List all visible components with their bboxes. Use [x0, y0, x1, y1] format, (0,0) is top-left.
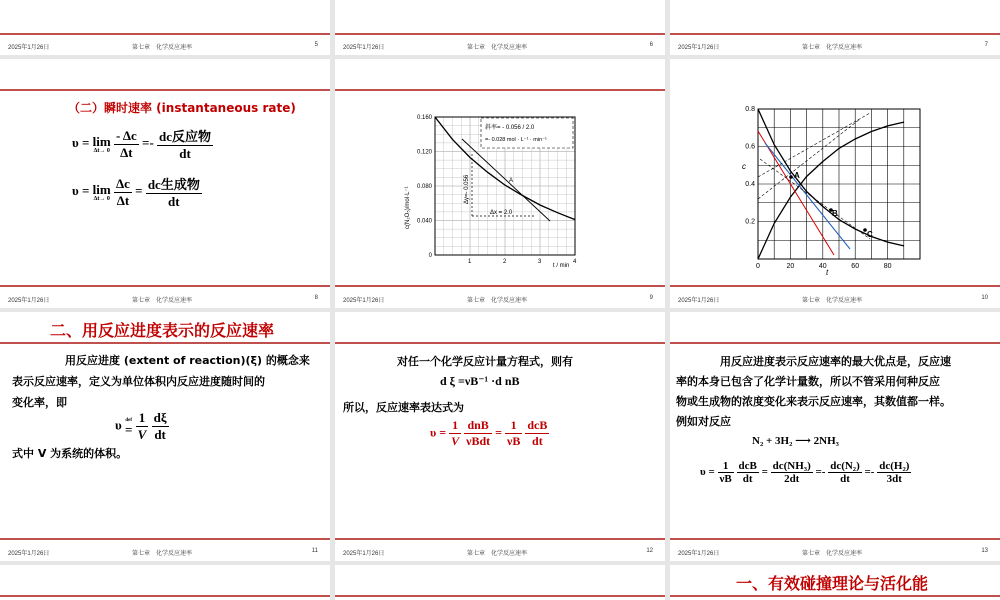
volume-note: 式中 V 为系统的体积。 [12, 447, 128, 460]
slide-16[interactable] [670, 565, 1000, 600]
slide-10[interactable]: 0 20 40 60 80 0.2 0.4 0.6 0.8 A B C t c 2025年1月26日 第七章 化学反应速率 10 [670, 59, 1000, 308]
footer-chapter: 第七章 化学反应速率 [802, 45, 863, 51]
point-a [789, 175, 793, 179]
y-tick-label: 0.8 [745, 106, 755, 113]
header-rule [0, 595, 330, 597]
x-tick-label: 3 [538, 259, 542, 265]
y-tick-label: 0.120 [416, 149, 432, 156]
n2o5-decay-chart [335, 59, 665, 285]
footer-chapter: 第七章 化学反应速率 [467, 45, 528, 51]
point-a-label: A [794, 171, 800, 180]
slide-title: 二、用反应进度表示的反应速率 [50, 321, 275, 340]
y-tick-label: 0.080 [416, 184, 432, 190]
body-line-3: 变化率，即 [12, 396, 67, 409]
header-rule [0, 342, 330, 344]
concentration-time-chart [670, 59, 1000, 285]
footer-date: 2025年1月26日 [8, 45, 50, 51]
extent-differential: d ξ =νB⁻¹ ·d nB [440, 374, 520, 388]
x-axis-label: t / min [553, 263, 570, 269]
x-tick-label: 60 [851, 263, 860, 270]
header-rule [670, 342, 1000, 344]
x-tick-label: 2 [503, 259, 507, 265]
footer-rule [0, 285, 330, 287]
header-rule [0, 89, 330, 91]
formula-product-rate: υ = lim Δt→ 0 $\frac{\Delta c}{\Delta t}$ = $\frac{\text{dc生成物}}{dt}$ [72, 175, 200, 209]
y-axis-label: c [742, 162, 746, 171]
x-tick-label: 4 [573, 259, 577, 265]
slide-13[interactable]: 用反应进度表示反应速率的最大优点是，反应速 率的本身已包含了化学计量数，所以不管采用何种反应 物或生成物的浓度变化来表示反应速率，其数值都一样。 例如对反应 N₂ + 3H₂ ⟶ 2NH₃ υ = $\frac{1}{\nu B}$ $\frac{\text{dcB}}{dt}$ = $\frac{\text{dc(NH₃)}}{2dt}$ =- $\frac{\text{dc(N₂)}}{dt}$ =- $\frac{\text{dc(H₂)}}{3dt}$ 2025年1月26日 第七章 化学反应速率 13 [670, 312, 1000, 561]
footer-rule [670, 538, 1000, 540]
slide-heading: （二）瞬时速率 (instantaneous rate) [68, 101, 296, 115]
slide-number: 7 [984, 42, 988, 48]
x-axis-label: t [826, 268, 829, 277]
footer-chapter: 第七章 化学反应速率 [132, 45, 193, 51]
slide-14[interactable] [0, 565, 330, 600]
x-tick-label: 1 [468, 259, 472, 265]
slide-12[interactable]: 对任一个化学反应计量方程式，则有 d ξ =νB⁻¹ ·d nB 所以，反应速率表达式为 υ = $\frac{1}{V}$ $\frac{\text{dnB}}{\text{νBdt}}$ = $\frac{1}{\nu B}$ $\frac{\text{dcB}}{dt}$ 2025年1月26日 第七章 化学反应速率 12 [335, 312, 665, 561]
footer-date: 2025年1月26日 [343, 45, 385, 51]
header-rule [335, 342, 665, 344]
slide-7[interactable] [670, 0, 1000, 55]
blue-tangent [765, 143, 850, 249]
slide-title: 一、有效碰撞理论与活化能 [736, 574, 929, 593]
body-line-1: 对任一个化学反应计量方程式，则有 [397, 355, 573, 368]
slope-text-1: 斜率= - 0.056 / 2.0 [485, 125, 535, 131]
slide-6[interactable] [335, 0, 665, 55]
footer-rule [0, 33, 330, 35]
y-tick-label: 0.160 [416, 115, 432, 121]
footer-rule [335, 33, 665, 35]
slide-9[interactable]: 1 2 3 4 0 0.040 0.080 0.120 0.160 斜率= - 0.056 / 2.0 =- 0.028 mol · L⁻¹ · min⁻¹ Δy=- 0.056 Δx = 2.0 A c(N₂O₅)/mol·L⁻¹ t / min 2025年1月26日 第七章 化学反应速率 9 [335, 59, 665, 308]
y-axis-label: c(N₂O₅)/mol·L⁻¹ [405, 186, 411, 229]
x-tick-label: 20 [786, 263, 795, 270]
y-tick-label: 0 [428, 253, 432, 259]
footer-rule [335, 285, 665, 287]
slope-text-2: =- 0.028 mol · L⁻¹ · min⁻¹ [485, 137, 547, 143]
slope-box [481, 118, 573, 148]
y-tick-label: 0.4 [745, 181, 755, 188]
y-tick-label: 0.6 [745, 143, 755, 151]
body-line-1: 用反应进度表示反应速率的最大优点是，反应速 [720, 355, 951, 368]
rate-definition-formula: υ def = $\frac{1}{V}$ $\frac{d\xi}{dt}$ [115, 410, 167, 442]
slide-15[interactable] [335, 565, 665, 600]
footer-rule [670, 33, 1000, 35]
body-line-4: 例如对反应 [676, 415, 731, 428]
upsilon-symbol: υ [72, 134, 79, 150]
chart-grid [758, 109, 920, 259]
footer-rule [0, 538, 330, 540]
x-tick-label: 80 [883, 263, 892, 270]
slide-5[interactable] [0, 0, 330, 55]
point-b-label: B [832, 209, 838, 218]
tangent-product-1 [758, 119, 860, 199]
dx-label: Δx = 2.0 [490, 210, 513, 216]
slide-number: 6 [649, 42, 653, 48]
y-tick-label: 0.2 [745, 218, 755, 226]
body-line-2: 率的本身已包含了化学计量数，所以不管采用何种反应 [676, 375, 940, 388]
x-tick-label: 0 [756, 263, 760, 270]
point-a-label: A [509, 178, 514, 184]
body-line-2: 所以，反应速率表达式为 [343, 401, 464, 414]
body-line-2: 表示反应速率，定义为单位体积内反应进度随时间的 [12, 375, 265, 388]
product-curve [758, 122, 904, 259]
footer-date: 2025年1月26日 [678, 45, 720, 51]
slide-number: 5 [314, 42, 318, 48]
footer-rule [335, 538, 665, 540]
header-rule [335, 595, 665, 597]
reaction-equation: N₂ + 3H₂ ⟶ 2NH₃ [752, 435, 839, 447]
body-line-3: 物或生成物的浓度变化来表示反应速率，其数值都一样。 [676, 395, 951, 408]
equivalent-rates-formula: υ = $\frac{1}{\nu B}$ $\frac{\text{dcB}}{dt}$ = $\frac{\text{dc(NH₃)}}{2dt}$ =- $\frac{\text{dc(N₂)}}{dt}$ =- $\frac{\text{dc(H₂)}}{3dt}$ [700, 460, 910, 485]
footer-rule [670, 285, 1000, 287]
slide-11[interactable]: 二、用反应进度表示的反应速率 用反应进度 (extent of reaction)(ξ) 的概念来 表示反应速率，定义为单位体积内反应进度随时间的 变化率，即 υ def = $\frac{1}{V}$ $\frac{d\xi}{dt}$ 式中 V 为系统的体积。 2025年1月26日 第七章 化学反应速率 11 [0, 312, 330, 561]
y-tick-label: 0.040 [416, 218, 432, 225]
dy-label: Δy=- 0.056 [464, 174, 470, 204]
point-c-label: C [867, 230, 873, 239]
x-tick-label: 40 [818, 263, 827, 270]
header-rule [670, 595, 1000, 597]
rate-expression-formula: υ = $\frac{1}{V}$ $\frac{\text{dnB}}{\text{νBdt}}$ = $\frac{1}{\nu B}$ $\frac{\text{dcB}}{dt}$ [430, 418, 548, 448]
formula-reactant-rate: υ = lim Δt→ 0 $\frac{- \Delta c}{\Delta t}$ =- $\frac{\text{dc反应物}}{dt}$ [72, 127, 212, 161]
body-line-1: 用反应进度 (extent of reaction)(ξ) 的概念来 [65, 354, 310, 367]
slide-8[interactable]: （二）瞬时速率 (instantaneous rate) υ = lim Δt→ 0 $\frac{- \Delta c}{\Delta t}$ =- $\frac{\text{dc反应物}}{dt}$ υ = lim Δt→ 0 $\frac{\Delta c}{\Delta t}$ = $\frac{\text{dc生成物}}{dt}$ 2025年1月26日 第七章 化学反应速率 8 [0, 59, 330, 308]
